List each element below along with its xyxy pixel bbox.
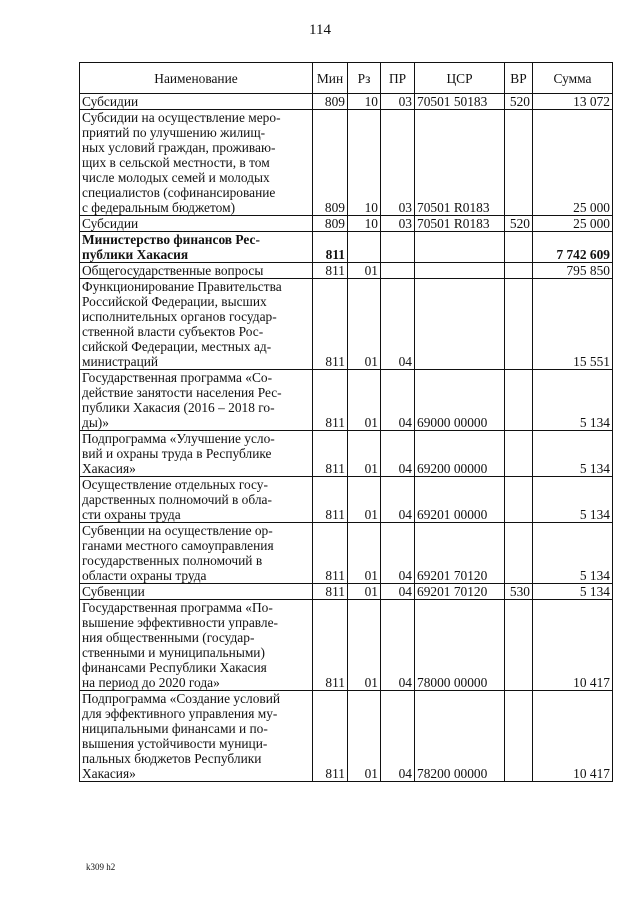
cell-rz: 10 bbox=[348, 94, 381, 110]
cell-pr: 04 bbox=[381, 691, 415, 782]
cell-name: Подпрограмма «Улучшение усло- вий и охраны труда в Республике Хакасия» bbox=[80, 431, 313, 477]
cell-min: 811 bbox=[313, 691, 348, 782]
cell-csr: 70501 R0183 bbox=[415, 110, 505, 216]
header-min: Мин bbox=[313, 63, 348, 94]
cell-sum: 5 134 bbox=[533, 477, 613, 523]
budget-table bbox=[79, 62, 613, 782]
cell-vr: 520 bbox=[505, 216, 533, 232]
table-row bbox=[80, 216, 613, 232]
cell-pr: 04 bbox=[381, 279, 415, 370]
cell-csr: 69200 00000 bbox=[415, 431, 505, 477]
table-row bbox=[80, 600, 613, 691]
cell-name: Общегосударственные вопросы bbox=[80, 263, 313, 279]
cell-pr bbox=[381, 232, 415, 263]
table-row bbox=[80, 523, 613, 584]
cell-name: Подпрограмма «Создание условий для эффективного управления му- ниципальными финансами и по- вышения устойчивости муници- пальных бюджетов Республики Хакасия» bbox=[80, 691, 313, 782]
cell-min: 809 bbox=[313, 94, 348, 110]
cell-name: Субсидии на осуществление меро- приятий по улучшению жилищ- ных условий граждан, проживаю- щих в сельской местности, в том числе молодых семей и молодых специалистов (софинансирование с федеральным бюджетом) bbox=[80, 110, 313, 216]
table-row bbox=[80, 477, 613, 523]
cell-csr: 69201 00000 bbox=[415, 477, 505, 523]
cell-csr: 78000 00000 bbox=[415, 600, 505, 691]
footer-code: k309 h2 bbox=[86, 862, 116, 872]
cell-csr bbox=[415, 263, 505, 279]
cell-name: Государственная программа «По- вышение эффективности управле- ния общественными (государ- ственными и муниципальными) финансами Республики Хакасия на период до 2020 года» bbox=[80, 600, 313, 691]
table-row bbox=[80, 263, 613, 279]
cell-sum: 5 134 bbox=[533, 431, 613, 477]
cell-pr: 03 bbox=[381, 94, 415, 110]
cell-vr bbox=[505, 477, 533, 523]
cell-sum: 10 417 bbox=[533, 600, 613, 691]
cell-rz: 01 bbox=[348, 279, 381, 370]
cell-vr bbox=[505, 431, 533, 477]
cell-vr bbox=[505, 600, 533, 691]
cell-vr: 520 bbox=[505, 94, 533, 110]
table-row bbox=[80, 94, 613, 110]
cell-sum: 5 134 bbox=[533, 584, 613, 600]
table-row bbox=[80, 370, 613, 431]
table-row bbox=[80, 232, 613, 263]
cell-pr: 03 bbox=[381, 216, 415, 232]
page-number: 114 bbox=[309, 22, 331, 38]
cell-pr bbox=[381, 263, 415, 279]
cell-sum: 10 417 bbox=[533, 691, 613, 782]
cell-sum: 25 000 bbox=[533, 216, 613, 232]
cell-sum: 15 551 bbox=[533, 279, 613, 370]
cell-vr bbox=[505, 279, 533, 370]
table-header-row bbox=[80, 63, 613, 94]
header-name: Наименование bbox=[80, 63, 313, 94]
header-csr: ЦСР bbox=[415, 63, 505, 94]
cell-name: Субвенции bbox=[80, 584, 313, 600]
table-row bbox=[80, 691, 613, 782]
cell-rz: 01 bbox=[348, 523, 381, 584]
cell-min: 811 bbox=[313, 584, 348, 600]
cell-pr: 04 bbox=[381, 523, 415, 584]
header-pr: ПР bbox=[381, 63, 415, 94]
cell-csr: 78200 00000 bbox=[415, 691, 505, 782]
cell-csr bbox=[415, 279, 505, 370]
table-row bbox=[80, 584, 613, 600]
cell-pr: 04 bbox=[381, 370, 415, 431]
cell-vr bbox=[505, 232, 533, 263]
cell-rz: 01 bbox=[348, 691, 381, 782]
cell-sum: 5 134 bbox=[533, 370, 613, 431]
cell-pr: 04 bbox=[381, 477, 415, 523]
header-rz: Рз bbox=[348, 63, 381, 94]
cell-vr bbox=[505, 523, 533, 584]
cell-min: 811 bbox=[313, 370, 348, 431]
cell-rz: 01 bbox=[348, 477, 381, 523]
cell-name: Субвенции на осуществление ор- ганами местного самоуправления государственных полномочий в области охраны труда bbox=[80, 523, 313, 584]
cell-csr: 70501 50183 bbox=[415, 94, 505, 110]
cell-min: 809 bbox=[313, 110, 348, 216]
cell-sum: 13 072 bbox=[533, 94, 613, 110]
cell-rz: 01 bbox=[348, 263, 381, 279]
cell-min: 811 bbox=[313, 431, 348, 477]
cell-min: 811 bbox=[313, 600, 348, 691]
cell-sum: 25 000 bbox=[533, 110, 613, 216]
cell-csr: 69201 70120 bbox=[415, 584, 505, 600]
cell-rz: 01 bbox=[348, 431, 381, 477]
cell-csr: 69201 70120 bbox=[415, 523, 505, 584]
cell-sum: 7 742 609 bbox=[533, 232, 613, 263]
header-sum: Сумма bbox=[533, 63, 613, 94]
cell-min: 811 bbox=[313, 263, 348, 279]
cell-vr bbox=[505, 370, 533, 431]
cell-name: Осуществление отдельных госу- дарственных полномочий в обла- сти охраны труда bbox=[80, 477, 313, 523]
cell-name: Министерство финансов Рес- публики Хакасия bbox=[80, 232, 313, 263]
cell-rz: 10 bbox=[348, 110, 381, 216]
table-row bbox=[80, 431, 613, 477]
cell-rz: 10 bbox=[348, 216, 381, 232]
cell-csr: 69000 00000 bbox=[415, 370, 505, 431]
cell-pr: 04 bbox=[381, 431, 415, 477]
table-row bbox=[80, 279, 613, 370]
cell-name: Субсидии bbox=[80, 216, 313, 232]
cell-min: 811 bbox=[313, 232, 348, 263]
cell-sum: 795 850 bbox=[533, 263, 613, 279]
cell-vr bbox=[505, 691, 533, 782]
cell-min: 811 bbox=[313, 523, 348, 584]
cell-pr: 03 bbox=[381, 110, 415, 216]
cell-min: 811 bbox=[313, 477, 348, 523]
cell-pr: 04 bbox=[381, 584, 415, 600]
cell-name: Субсидии bbox=[80, 94, 313, 110]
cell-vr bbox=[505, 110, 533, 216]
table-row bbox=[80, 110, 613, 216]
cell-pr: 04 bbox=[381, 600, 415, 691]
cell-csr bbox=[415, 232, 505, 263]
cell-vr bbox=[505, 263, 533, 279]
cell-vr: 530 bbox=[505, 584, 533, 600]
cell-rz: 01 bbox=[348, 584, 381, 600]
cell-min: 811 bbox=[313, 279, 348, 370]
cell-min: 809 bbox=[313, 216, 348, 232]
cell-rz bbox=[348, 232, 381, 263]
cell-rz: 01 bbox=[348, 370, 381, 431]
header-vr: ВР bbox=[505, 63, 533, 94]
cell-sum: 5 134 bbox=[533, 523, 613, 584]
cell-name: Функционирование Правительства Российской Федерации, высших исполнительных органов государ- ственной власти субъектов Рос- сийской Федерации, местных ад- министраций bbox=[80, 279, 313, 370]
cell-name: Государственная программа «Со- действие занятости населения Рес- публики Хакасия (2016 – 2018 го- ды)» bbox=[80, 370, 313, 431]
cell-rz: 01 bbox=[348, 600, 381, 691]
cell-csr: 70501 R0183 bbox=[415, 216, 505, 232]
